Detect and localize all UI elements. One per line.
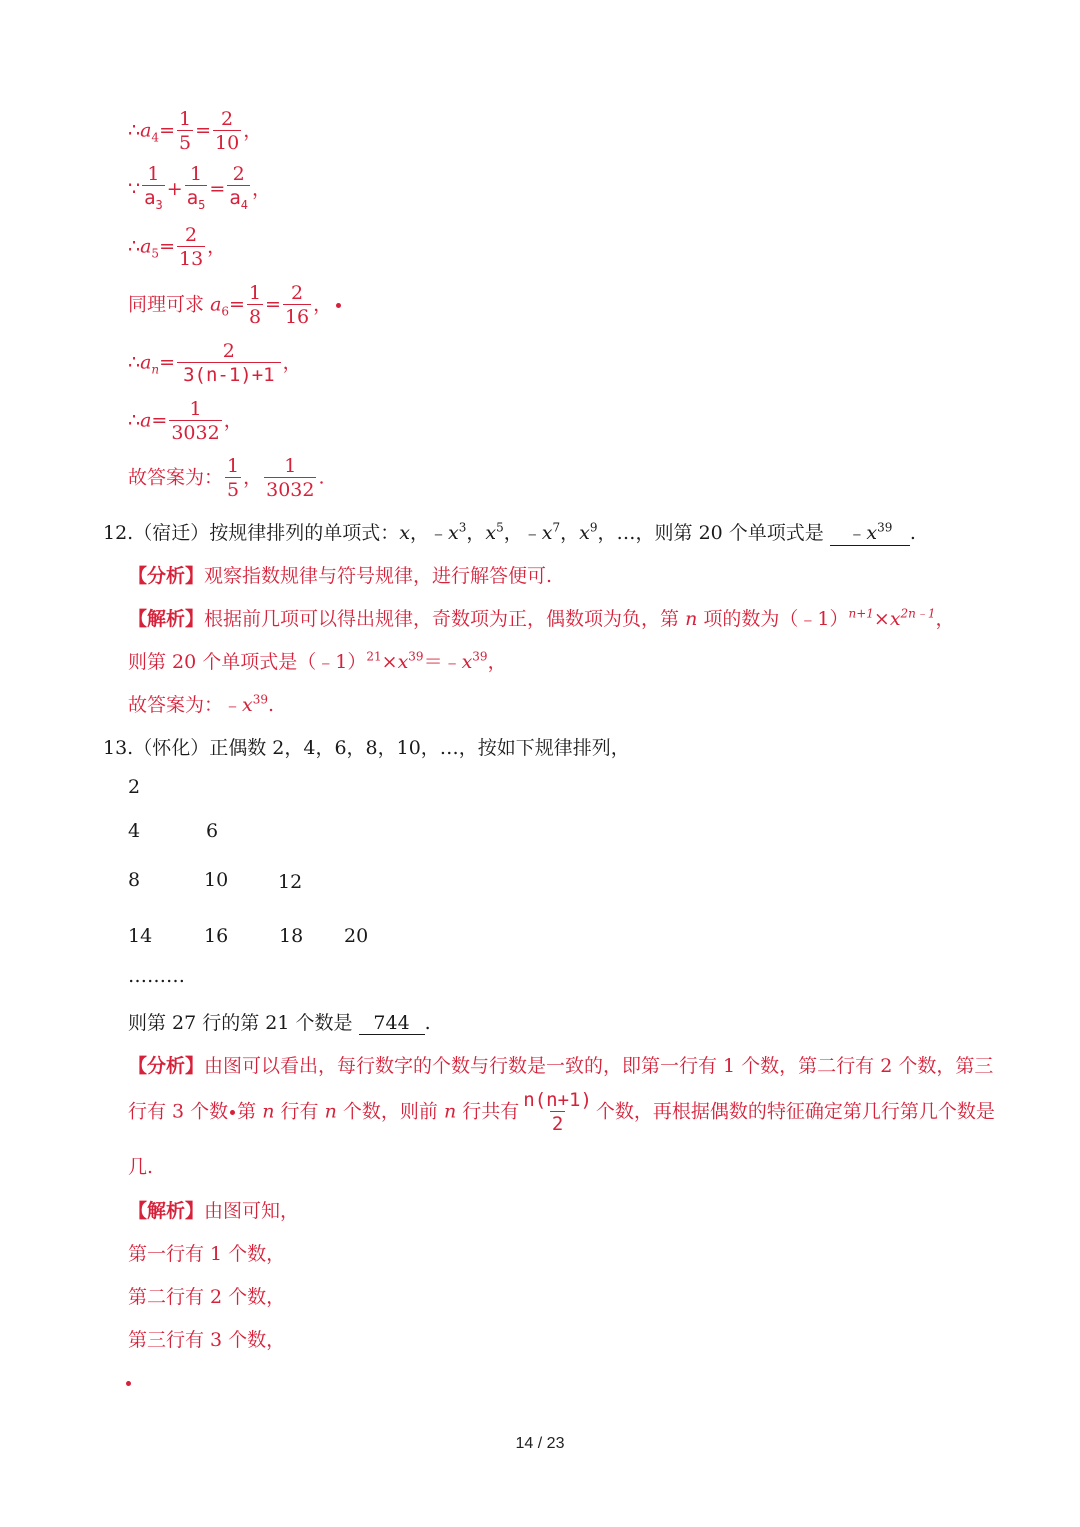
var-n: n <box>443 1100 457 1123</box>
term: x <box>448 522 459 544</box>
analysis-tag: 【分析】 <box>128 565 205 587</box>
var-a: a <box>140 119 152 142</box>
numerator: 1 <box>227 455 240 477</box>
therefore-symbol: ∴ <box>128 235 141 258</box>
triangle-cell: 12 <box>278 871 303 893</box>
denominator <box>142 185 165 217</box>
same-text: 同理可求 <box>128 293 205 316</box>
times: × <box>873 608 890 630</box>
analysis-13-line3: 几. <box>128 1156 154 1178</box>
fraction <box>142 163 165 217</box>
analysis-text: 个数，再根据偶数的特征确定第几行第几个数是 <box>595 1100 995 1123</box>
solution-13-row3: 第三行有 3 个数， <box>128 1329 286 1351</box>
exponent: 39 <box>408 649 424 664</box>
exponent: 39 <box>877 520 893 535</box>
numerator: 1 <box>284 455 297 477</box>
denominator: 3032 <box>171 422 220 444</box>
fraction <box>177 108 193 155</box>
because-symbol: ∵ <box>128 177 141 200</box>
a-line: ∴a= $\frac{1}{3032}$ ， <box>128 398 243 444</box>
page-number: 14 / 23 <box>515 1435 565 1452</box>
solution-tag: 【解析】 <box>128 608 205 630</box>
var-a: a <box>210 293 222 316</box>
triangle-cell: 8 <box>128 869 141 891</box>
triangle-cell: 16 <box>204 925 229 947</box>
denominator-var: a <box>144 187 156 209</box>
therefore-symbol: ∴ <box>128 409 141 432</box>
subscript: 3 <box>155 197 163 212</box>
analysis-text: 行共有 <box>462 1100 520 1123</box>
fraction <box>185 163 208 217</box>
triangle-cell: 10 <box>204 869 229 891</box>
answer-blank <box>830 518 910 546</box>
therefore-symbol: ∴ <box>128 351 141 374</box>
denominator <box>185 185 208 217</box>
denominator: 16 <box>284 306 310 328</box>
triangle-cell: 20 <box>344 925 369 947</box>
triangle-cell: 6 <box>206 820 219 842</box>
an-line: $\therefore a_n=$ $\frac{2}{3(n-1)+1}$ ， <box>128 340 302 386</box>
denominator: 5 <box>178 132 192 154</box>
exponent: 9 <box>589 520 598 535</box>
exponent: n+1 <box>848 606 874 621</box>
triangle-cell: 14 <box>128 925 153 947</box>
ellipsis-row: ……… <box>128 965 185 987</box>
fraction <box>247 282 263 329</box>
fraction <box>227 163 250 217</box>
denominator: 13 <box>178 248 204 270</box>
question-13-ask: 则第 27 行的第 21 个数是 744 . <box>128 1012 431 1034</box>
term: x <box>579 522 590 544</box>
exponent: 5 <box>496 520 504 535</box>
triangle-cell: 18 <box>279 925 304 947</box>
var-a: a <box>140 351 152 374</box>
equals: ＝﹣ <box>423 651 462 673</box>
var-n: n <box>685 608 698 630</box>
fraction <box>177 224 205 271</box>
therefore-symbol: ∴ <box>128 119 141 142</box>
question-number: 13. <box>103 737 134 759</box>
denominator-var: a <box>186 187 199 209</box>
analysis-text: 第 <box>237 1100 257 1123</box>
subscript: 4 <box>240 197 248 212</box>
denominator: 3032 <box>266 479 315 501</box>
analysis-text: 观察指数规律与符号规律，进行解答便可. <box>204 565 553 587</box>
fraction <box>169 398 221 445</box>
term: x <box>397 651 409 673</box>
subscript: 4 <box>151 130 160 145</box>
answer-blank: 744 <box>359 1012 425 1035</box>
numerator: n(n+1) <box>523 1089 592 1111</box>
a4-line: $\therefore a_4=$ $\frac{1}{5}$ = $\frac{2}{10}$ ， <box>128 108 263 154</box>
var-a: a <box>140 409 152 432</box>
numerator: 1 <box>147 163 160 185</box>
numerator: 1 <box>190 163 203 185</box>
var-n: n <box>262 1100 275 1123</box>
analysis-text: 个数，则前 <box>342 1100 438 1123</box>
numerator: 1 <box>248 282 262 304</box>
solution-12: 【解析】根据前几项可以得出规律，奇数项为正，偶数项为负，第 n 项的数为$(﹣1)^{n+1}\times x^{2n﹣1}$， <box>128 606 955 630</box>
var-n: n <box>324 1100 337 1123</box>
ellipsis: …， <box>616 522 655 544</box>
numerator: 1 <box>189 398 202 420</box>
denominator: 5 <box>227 479 240 501</box>
analysis-13-line2 <box>128 1089 995 1136</box>
solution-text: 则第 20 个单项式是（﹣1） <box>128 651 367 673</box>
subscript: 6 <box>221 304 230 319</box>
question-number: 12. <box>103 522 134 544</box>
triangle-cell: 4 <box>128 820 141 842</box>
sign: ﹣ <box>428 522 448 544</box>
analysis-13 <box>128 1051 993 1078</box>
analysis-tag: 【分析】 <box>128 1055 205 1077</box>
solution-13-row1: 第一行有 1 个数， <box>128 1243 286 1265</box>
term: x <box>485 522 497 544</box>
solution-text: 项的数为（﹣1） <box>703 608 849 630</box>
exponent: 7 <box>552 520 561 535</box>
times: × <box>381 651 398 673</box>
solution-13-row2: 第二行有 2 个数， <box>128 1286 286 1308</box>
exponent: 39 <box>472 649 488 664</box>
numerator: 2 <box>232 163 245 185</box>
answer-line-11: 故答案为： $\frac{1}{5}$ ， $\frac{1}{3032}$ . <box>128 455 325 501</box>
question-stem: 正偶数 2，4，6，8，10，…，按如下规律排列， <box>209 737 630 759</box>
denominator: 8 <box>248 306 262 328</box>
term: x <box>399 522 410 544</box>
question-ask: 则第 20 个单项式是 <box>654 522 824 544</box>
term: x <box>866 522 878 544</box>
exponent: 2n﹣1 <box>900 606 936 621</box>
fraction <box>264 455 316 502</box>
numerator: 2 <box>185 224 198 246</box>
question-ask: 则第 27 行的第 21 个数是 <box>128 1012 353 1034</box>
denominator: 3(n-1)+1 <box>177 362 281 387</box>
solution-13 <box>128 1196 299 1223</box>
denominator: 10 <box>215 132 240 154</box>
denominator: 2 <box>551 1113 564 1135</box>
analysis-text: 行有 <box>280 1100 319 1123</box>
numerator: 2 <box>291 282 304 304</box>
sign: ﹣ <box>223 694 243 716</box>
fraction <box>283 282 311 329</box>
denominator-var: a <box>229 187 241 209</box>
fraction <box>521 1089 594 1136</box>
answer-line-12: 故答案为：$﹣x^{39}$. <box>128 692 275 716</box>
numerator: 2 <box>222 340 235 362</box>
term: x <box>889 608 901 630</box>
exponent: 21 <box>366 649 382 664</box>
term: x <box>461 651 473 673</box>
subscript: 5 <box>198 197 206 212</box>
analysis-text: 由图可以看出，每行数字的个数与行数是一致的，即第一行有 1 个数，第二行有 2 个数，第三 <box>204 1055 994 1077</box>
question-12: 12.（宿迁）按规律排列的单项式：x，$﹣x^3$，$x^5$，$﹣x^7$，$x^9$，…，则第 20 个单项式是 $﹣x^{39}$ . <box>103 518 916 546</box>
question-source: （怀化） <box>133 737 210 759</box>
bullet-dot <box>126 1381 131 1386</box>
analysis-12 <box>128 561 552 588</box>
bullet-dot-row <box>126 1371 131 1393</box>
fraction <box>177 340 281 387</box>
question-source: （宿迁） <box>133 522 210 544</box>
bullet-dot <box>336 303 341 308</box>
a6-line: 同理可求 $a_6=$ $\frac{1}{8}$ = $\frac{2}{16}$ ， <box>128 282 345 329</box>
solution-text: 由图可知， <box>204 1200 300 1222</box>
var-a: a <box>140 235 152 258</box>
numerator: 1 <box>178 108 192 130</box>
a5-line: $\therefore a_5=$ $\frac{2}{13}$ ， <box>128 224 227 270</box>
question-13 <box>103 733 630 760</box>
because-line: ∵ $\frac{1}{a_3}$ + $\frac{1}{a_5}$ = $\frac{2}{a_4}$ ， <box>128 163 271 217</box>
exponent: 39 <box>252 692 269 707</box>
answer-label: 故答案为： <box>128 694 224 716</box>
analysis-text: 行有 3 个数 <box>128 1100 229 1123</box>
subscript: n <box>151 362 160 377</box>
numerator: 2 <box>221 108 234 130</box>
triangle-cell: 2 <box>128 776 141 798</box>
sign: ﹣ <box>847 522 867 544</box>
question-stem: 按规律排列的单项式： <box>209 522 400 544</box>
exponent: 3 <box>458 520 467 535</box>
solution-tag: 【解析】 <box>128 1200 205 1222</box>
fraction <box>213 108 241 155</box>
subscript: 5 <box>151 246 160 261</box>
fraction <box>225 455 241 502</box>
solution-text: 根据前几项可以得出规律，奇数项为正，偶数项为负，第 <box>204 608 680 630</box>
bullet-dot <box>230 1110 235 1115</box>
term: x <box>541 522 553 544</box>
term: x <box>242 694 253 716</box>
answer-label: 故答案为： <box>128 466 224 489</box>
solution-12-line2: 则第 20 个单项式是$(﹣1)^{21}\times x^{39}=﹣x^{39}$， <box>128 649 507 673</box>
sign: ﹣ <box>522 522 542 544</box>
denominator <box>227 185 250 217</box>
